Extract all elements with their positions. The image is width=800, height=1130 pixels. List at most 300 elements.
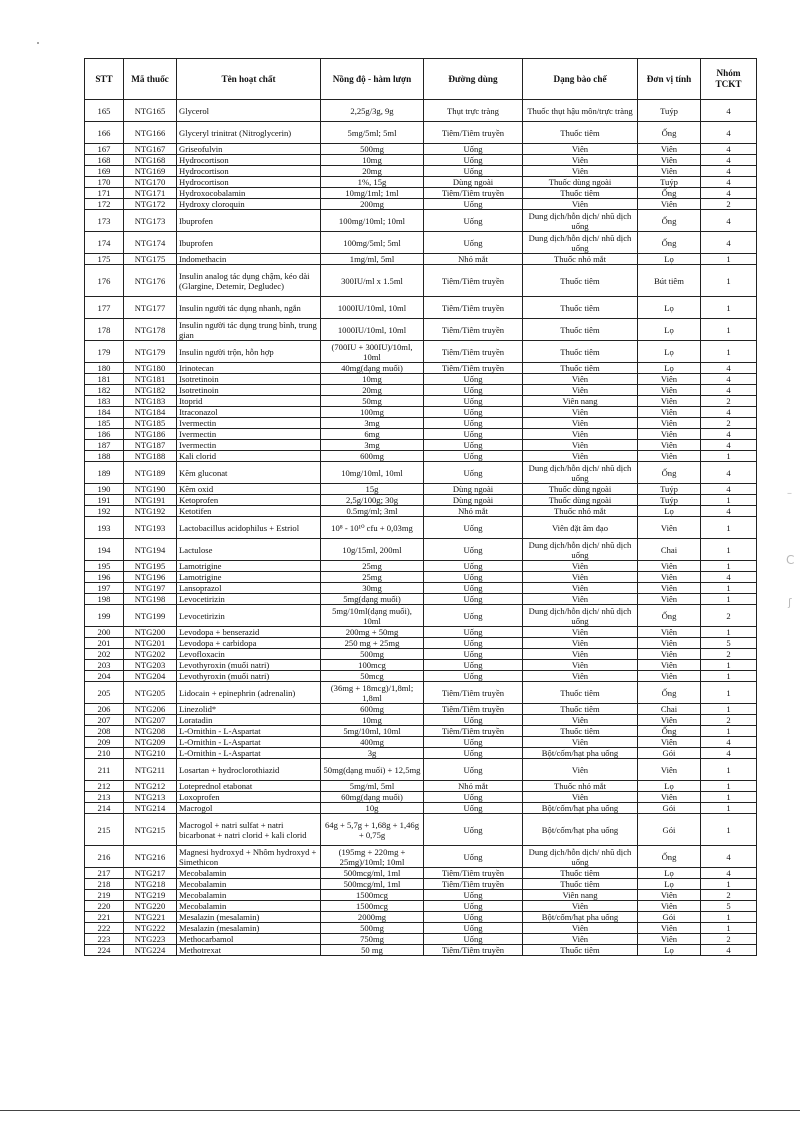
cell-duong-dung: Tiêm/Tiêm truyền <box>424 122 523 144</box>
cell-nhom-tckt: 1 <box>701 319 757 341</box>
cell-ten-hoat-chat: Methotrexat <box>177 945 321 956</box>
cell-ma-thuoc: NTG182 <box>124 385 177 396</box>
cell-ma-thuoc: NTG191 <box>124 495 177 506</box>
cell-duong-dung: Tiêm/Tiêm truyền <box>424 265 523 297</box>
cell-stt: 224 <box>85 945 124 956</box>
cell-duong-dung: Uống <box>424 166 523 177</box>
cell-don-vi-tinh: Viên <box>638 737 701 748</box>
cell-duong-dung: Uống <box>424 210 523 232</box>
cell-ma-thuoc: NTG208 <box>124 726 177 737</box>
cell-stt: 216 <box>85 846 124 868</box>
cell-stt: 166 <box>85 122 124 144</box>
cell-ten-hoat-chat: Hydroxocobalamin <box>177 188 321 199</box>
cell-don-vi-tinh: Lọ <box>638 868 701 879</box>
cell-duong-dung: Uống <box>424 199 523 210</box>
cell-dang-bao-che: Viên <box>523 572 638 583</box>
cell-ma-thuoc: NTG165 <box>124 100 177 122</box>
cell-nong-do: 500mcg/ml, 1ml <box>321 868 424 879</box>
cell-duong-dung: Uống <box>424 912 523 923</box>
cell-nhom-tckt: 4 <box>701 210 757 232</box>
cell-don-vi-tinh: Chai <box>638 539 701 561</box>
cell-nhom-tckt: 4 <box>701 748 757 759</box>
cell-nong-do: 2000mg <box>321 912 424 923</box>
cell-nong-do: 200mg + 50mg <box>321 627 424 638</box>
cell-nong-do: 600mg <box>321 451 424 462</box>
cell-duong-dung: Tiêm/Tiêm truyền <box>424 319 523 341</box>
cell-stt: 201 <box>85 638 124 649</box>
cell-nong-do: 200mg <box>321 199 424 210</box>
cell-nong-do: (36mg + 18mcg)/1,8ml; 1,8ml <box>321 682 424 704</box>
cell-nhom-tckt: 2 <box>701 396 757 407</box>
table-row <box>85 627 757 638</box>
cell-stt: 179 <box>85 341 124 363</box>
cell-dang-bao-che: Thuốc tiêm <box>523 341 638 363</box>
cell-ten-hoat-chat: Lamotrigine <box>177 561 321 572</box>
cell-ma-thuoc: NTG211 <box>124 759 177 781</box>
cell-don-vi-tinh: Viên <box>638 901 701 912</box>
cell-dang-bao-che: Viên <box>523 144 638 155</box>
cell-duong-dung: Uống <box>424 462 523 484</box>
cell-stt: 181 <box>85 374 124 385</box>
cell-dang-bao-che: Bột/cốm/hạt pha uống <box>523 814 638 846</box>
cell-nong-do: 500mcg/ml, 1ml <box>321 879 424 890</box>
cell-duong-dung: Thụt trực tràng <box>424 100 523 122</box>
cell-don-vi-tinh: Lọ <box>638 781 701 792</box>
cell-ten-hoat-chat: Ibuprofen <box>177 210 321 232</box>
cell-don-vi-tinh: Bút tiêm <box>638 265 701 297</box>
cell-nong-do: 6mg <box>321 429 424 440</box>
cell-ma-thuoc: NTG170 <box>124 177 177 188</box>
cell-ten-hoat-chat: Irinotecan <box>177 363 321 374</box>
cell-ma-thuoc: NTG186 <box>124 429 177 440</box>
cell-dang-bao-che: Viên <box>523 660 638 671</box>
cell-duong-dung: Uống <box>424 792 523 803</box>
table-row <box>85 440 757 451</box>
table-row <box>85 199 757 210</box>
cell-nhom-tckt: 4 <box>701 122 757 144</box>
cell-nong-do: 5mg/10ml, 10ml <box>321 726 424 737</box>
cell-duong-dung: Dùng ngoài <box>424 177 523 188</box>
cell-don-vi-tinh: Lọ <box>638 254 701 265</box>
cell-don-vi-tinh: Viên <box>638 429 701 440</box>
cell-nhom-tckt: 4 <box>701 374 757 385</box>
table-row <box>85 484 757 495</box>
cell-don-vi-tinh: Ống <box>638 682 701 704</box>
cell-ten-hoat-chat: Mecobalamin <box>177 890 321 901</box>
cell-dang-bao-che: Viên <box>523 418 638 429</box>
cell-stt: 205 <box>85 682 124 704</box>
cell-don-vi-tinh: Lọ <box>638 506 701 517</box>
table-row <box>85 210 757 232</box>
cell-nhom-tckt: 4 <box>701 188 757 199</box>
cell-nong-do: 10mg <box>321 374 424 385</box>
cell-dang-bao-che: Thuốc tiêm <box>523 868 638 879</box>
cell-dang-bao-che: Thuốc tiêm <box>523 879 638 890</box>
table-row <box>85 517 757 539</box>
cell-ten-hoat-chat: L-Ornithin - L-Aspartat <box>177 748 321 759</box>
cell-duong-dung: Uống <box>424 440 523 451</box>
cell-nong-do: 750mg <box>321 934 424 945</box>
table-row <box>85 254 757 265</box>
cell-stt: 212 <box>85 781 124 792</box>
cell-duong-dung: Uống <box>424 671 523 682</box>
cell-ma-thuoc: NTG166 <box>124 122 177 144</box>
table-row <box>85 682 757 704</box>
cell-stt: 183 <box>85 396 124 407</box>
cell-dang-bao-che: Viên <box>523 166 638 177</box>
col-nhom-tckt: Nhóm TCKT <box>701 59 757 100</box>
table-row <box>85 638 757 649</box>
margin-mark: – <box>787 488 792 499</box>
cell-ma-thuoc: NTG213 <box>124 792 177 803</box>
cell-duong-dung: Uống <box>424 385 523 396</box>
cell-ma-thuoc: NTG183 <box>124 396 177 407</box>
header-row <box>85 59 757 100</box>
cell-nhom-tckt: 1 <box>701 297 757 319</box>
cell-ten-hoat-chat: Hydrocortison <box>177 166 321 177</box>
cell-duong-dung: Uống <box>424 517 523 539</box>
table-row <box>85 846 757 868</box>
cell-stt: 198 <box>85 594 124 605</box>
cell-nhom-tckt: 1 <box>701 627 757 638</box>
cell-dang-bao-che: Viên <box>523 199 638 210</box>
cell-nong-do: 3mg <box>321 440 424 451</box>
cell-stt: 177 <box>85 297 124 319</box>
cell-duong-dung: Tiêm/Tiêm truyền <box>424 726 523 737</box>
cell-nong-do: (700IU + 300IU)/10ml, 10ml <box>321 341 424 363</box>
table-row <box>85 572 757 583</box>
cell-don-vi-tinh: Viên <box>638 594 701 605</box>
cell-nhom-tckt: 1 <box>701 265 757 297</box>
cell-don-vi-tinh: Viên <box>638 715 701 726</box>
cell-dang-bao-che: Thuốc dùng ngoài <box>523 177 638 188</box>
cell-ten-hoat-chat: Itoprid <box>177 396 321 407</box>
cell-nhom-tckt: 2 <box>701 199 757 210</box>
cell-ma-thuoc: NTG168 <box>124 155 177 166</box>
table-row <box>85 561 757 572</box>
table-row <box>85 232 757 254</box>
cell-stt: 211 <box>85 759 124 781</box>
cell-ten-hoat-chat: Losartan + hydroclorothiazid <box>177 759 321 781</box>
cell-ma-thuoc: NTG206 <box>124 704 177 715</box>
table-row <box>85 363 757 374</box>
cell-duong-dung: Tiêm/Tiêm truyền <box>424 868 523 879</box>
cell-stt: 182 <box>85 385 124 396</box>
table-row <box>85 660 757 671</box>
cell-nhom-tckt: 1 <box>701 803 757 814</box>
cell-dang-bao-che: Viên <box>523 671 638 682</box>
table-row <box>85 429 757 440</box>
table-row <box>85 748 757 759</box>
cell-stt: 200 <box>85 627 124 638</box>
table-row <box>85 144 757 155</box>
table-row <box>85 539 757 561</box>
cell-ma-thuoc: NTG218 <box>124 879 177 890</box>
cell-ten-hoat-chat: Lansoprazol <box>177 583 321 594</box>
cell-dang-bao-che: Thuốc tiêm <box>523 319 638 341</box>
cell-stt: 208 <box>85 726 124 737</box>
cell-duong-dung: Uống <box>424 407 523 418</box>
cell-dang-bao-che: Viên <box>523 594 638 605</box>
cell-duong-dung: Uống <box>424 627 523 638</box>
cell-don-vi-tinh: Gói <box>638 803 701 814</box>
cell-ten-hoat-chat: Insulin analog tác dụng chậm, kéo dài (Glargine, Detemir, Degludec) <box>177 265 321 297</box>
cell-stt: 209 <box>85 737 124 748</box>
cell-duong-dung: Uống <box>424 451 523 462</box>
cell-stt: 167 <box>85 144 124 155</box>
cell-don-vi-tinh: Lọ <box>638 319 701 341</box>
drug-table <box>84 58 757 956</box>
cell-duong-dung: Uống <box>424 429 523 440</box>
cell-stt: 213 <box>85 792 124 803</box>
cell-nong-do: 5mg/10ml(dạng muối), 10ml <box>321 605 424 627</box>
cell-don-vi-tinh: Gói <box>638 912 701 923</box>
cell-don-vi-tinh: Viên <box>638 418 701 429</box>
cell-dang-bao-che: Thuốc tiêm <box>523 726 638 737</box>
cell-ten-hoat-chat: L-Ornithin - L-Aspartat <box>177 726 321 737</box>
cell-dang-bao-che: Bột/cốm/hạt pha uống <box>523 912 638 923</box>
cell-don-vi-tinh: Ống <box>638 605 701 627</box>
cell-stt: 206 <box>85 704 124 715</box>
cell-stt: 186 <box>85 429 124 440</box>
cell-nhom-tckt: 1 <box>701 341 757 363</box>
cell-stt: 190 <box>85 484 124 495</box>
table-body <box>85 100 757 956</box>
table-row <box>85 451 757 462</box>
cell-duong-dung: Dùng ngoài <box>424 495 523 506</box>
table-row <box>85 407 757 418</box>
cell-ma-thuoc: NTG174 <box>124 232 177 254</box>
cell-ma-thuoc: NTG209 <box>124 737 177 748</box>
table-row <box>85 100 757 122</box>
table-row <box>85 912 757 923</box>
margin-mark: ʃ <box>788 596 792 609</box>
cell-ma-thuoc: NTG190 <box>124 484 177 495</box>
cell-stt: 173 <box>85 210 124 232</box>
cell-don-vi-tinh: Ống <box>638 462 701 484</box>
table-row <box>85 462 757 484</box>
cell-ma-thuoc: NTG178 <box>124 319 177 341</box>
cell-don-vi-tinh: Lọ <box>638 945 701 956</box>
cell-don-vi-tinh: Viên <box>638 396 701 407</box>
cell-ma-thuoc: NTG188 <box>124 451 177 462</box>
cell-nong-do: 25mg <box>321 572 424 583</box>
cell-dang-bao-che: Viên nang <box>523 890 638 901</box>
cell-nong-do: 20mg <box>321 385 424 396</box>
cell-dang-bao-che: Viên <box>523 638 638 649</box>
cell-stt: 217 <box>85 868 124 879</box>
cell-nong-do: (195mg + 220mg + 25mg)/10ml; 10ml <box>321 846 424 868</box>
cell-nhom-tckt: 4 <box>701 177 757 188</box>
cell-dang-bao-che: Thuốc tiêm <box>523 297 638 319</box>
cell-stt: 174 <box>85 232 124 254</box>
cell-nong-do: 40mg(dạng muối) <box>321 363 424 374</box>
cell-stt: 204 <box>85 671 124 682</box>
cell-nong-do: 25mg <box>321 561 424 572</box>
cell-stt: 165 <box>85 100 124 122</box>
cell-duong-dung: Uống <box>424 715 523 726</box>
cell-dang-bao-che: Viên <box>523 385 638 396</box>
cell-ma-thuoc: NTG187 <box>124 440 177 451</box>
table-row <box>85 890 757 901</box>
cell-don-vi-tinh: Viên <box>638 638 701 649</box>
cell-stt: 172 <box>85 199 124 210</box>
cell-don-vi-tinh: Gói <box>638 814 701 846</box>
cell-ma-thuoc: NTG198 <box>124 594 177 605</box>
cell-ma-thuoc: NTG171 <box>124 188 177 199</box>
cell-don-vi-tinh: Viên <box>638 561 701 572</box>
col-dang-bao-che: Dạng bào chế <box>523 59 638 100</box>
cell-don-vi-tinh: Tuýp <box>638 100 701 122</box>
cell-nong-do: 5mg(dạng muối) <box>321 594 424 605</box>
cell-ten-hoat-chat: Kẽm gluconat <box>177 462 321 484</box>
cell-ten-hoat-chat: Macrogol <box>177 803 321 814</box>
cell-ten-hoat-chat: Methocarbamol <box>177 934 321 945</box>
cell-stt: 171 <box>85 188 124 199</box>
cell-ma-thuoc: NTG175 <box>124 254 177 265</box>
cell-ma-thuoc: NTG224 <box>124 945 177 956</box>
cell-nhom-tckt: 4 <box>701 385 757 396</box>
cell-don-vi-tinh: Viên <box>638 155 701 166</box>
cell-nhom-tckt: 4 <box>701 155 757 166</box>
cell-ma-thuoc: NTG195 <box>124 561 177 572</box>
cell-ten-hoat-chat: Isotretinoin <box>177 374 321 385</box>
cell-nhom-tckt: 1 <box>701 792 757 803</box>
cell-don-vi-tinh: Viên <box>638 199 701 210</box>
cell-nong-do: 1mg/ml, 5ml <box>321 254 424 265</box>
cell-ma-thuoc: NTG176 <box>124 265 177 297</box>
cell-ten-hoat-chat: Loratadin <box>177 715 321 726</box>
table-row <box>85 803 757 814</box>
cell-ten-hoat-chat: Insulin người trộn, hỗn hợp <box>177 341 321 363</box>
cell-nong-do: 50 mg <box>321 945 424 956</box>
cell-ma-thuoc: NTG180 <box>124 363 177 374</box>
cell-don-vi-tinh: Lọ <box>638 363 701 374</box>
cell-ma-thuoc: NTG212 <box>124 781 177 792</box>
cell-ma-thuoc: NTG222 <box>124 923 177 934</box>
cell-don-vi-tinh: Lọ <box>638 297 701 319</box>
cell-stt: 180 <box>85 363 124 374</box>
cell-ma-thuoc: NTG193 <box>124 517 177 539</box>
cell-nong-do: 3mg <box>321 418 424 429</box>
cell-dang-bao-che: Thuốc nhỏ mắt <box>523 506 638 517</box>
cell-nong-do: 30mg <box>321 583 424 594</box>
cell-duong-dung: Uống <box>424 638 523 649</box>
cell-ten-hoat-chat: Glycerol <box>177 100 321 122</box>
cell-nhom-tckt: 4 <box>701 407 757 418</box>
cell-duong-dung: Uống <box>424 539 523 561</box>
cell-nhom-tckt: 1 <box>701 704 757 715</box>
cell-duong-dung: Uống <box>424 155 523 166</box>
col-nong-do: Nồng độ - hàm lượn <box>321 59 424 100</box>
cell-nhom-tckt: 4 <box>701 232 757 254</box>
cell-duong-dung: Uống <box>424 605 523 627</box>
cell-dang-bao-che: Viên <box>523 923 638 934</box>
cell-dang-bao-che: Thuốc nhỏ mắt <box>523 254 638 265</box>
cell-don-vi-tinh: Viên <box>638 792 701 803</box>
cell-dang-bao-che: Viên <box>523 759 638 781</box>
cell-duong-dung: Uống <box>424 759 523 781</box>
cell-duong-dung: Uống <box>424 572 523 583</box>
cell-ma-thuoc: NTG184 <box>124 407 177 418</box>
cell-dang-bao-che: Viên đặt âm đạo <box>523 517 638 539</box>
cell-ten-hoat-chat: L-Ornithin - L-Aspartat <box>177 737 321 748</box>
cell-nong-do: 1500mcg <box>321 901 424 912</box>
cell-duong-dung: Uống <box>424 923 523 934</box>
cell-duong-dung: Uống <box>424 901 523 912</box>
cell-nong-do: 2,5g/100g; 30g <box>321 495 424 506</box>
table-row <box>85 759 757 781</box>
cell-nong-do: 0.5mg/ml; 3ml <box>321 506 424 517</box>
cell-don-vi-tinh: Viên <box>638 671 701 682</box>
cell-dang-bao-che: Thuốc dùng ngoài <box>523 495 638 506</box>
cell-ten-hoat-chat: Indomethacin <box>177 254 321 265</box>
cell-stt: 215 <box>85 814 124 846</box>
cell-dang-bao-che: Viên <box>523 934 638 945</box>
cell-nhom-tckt: 4 <box>701 363 757 374</box>
cell-duong-dung: Tiêm/Tiêm truyền <box>424 945 523 956</box>
cell-ten-hoat-chat: Lactulose <box>177 539 321 561</box>
table-row <box>85 188 757 199</box>
cell-nhom-tckt: 4 <box>701 166 757 177</box>
cell-stt: 185 <box>85 418 124 429</box>
cell-ten-hoat-chat: Glyceryl trinitrat (Nitroglycerin) <box>177 122 321 144</box>
cell-ma-thuoc: NTG200 <box>124 627 177 638</box>
cell-nong-do: 300IU/ml x 1.5ml <box>321 265 424 297</box>
cell-dang-bao-che: Thuốc tiêm <box>523 704 638 715</box>
cell-dang-bao-che: Viên <box>523 649 638 660</box>
cell-nong-do: 10mg/1ml; 1ml <box>321 188 424 199</box>
cell-stt: 169 <box>85 166 124 177</box>
cell-dang-bao-che: Thuốc nhỏ mắt <box>523 781 638 792</box>
cell-ten-hoat-chat: Lamotrigine <box>177 572 321 583</box>
col-don-vi-tinh: Đơn vị tính <box>638 59 701 100</box>
cell-nhom-tckt: 1 <box>701 583 757 594</box>
cell-duong-dung: Uống <box>424 649 523 660</box>
cell-ten-hoat-chat: Macrogol + natri sulfat + natri bicarbonat + natri clorid + kali clorid <box>177 814 321 846</box>
cell-don-vi-tinh: Viên <box>638 583 701 594</box>
cell-nong-do: 500mg <box>321 649 424 660</box>
cell-stt: 191 <box>85 495 124 506</box>
cell-don-vi-tinh: Ống <box>638 726 701 737</box>
cell-nong-do: 600mg <box>321 704 424 715</box>
col-ten-hoat-chat: Tên hoạt chất <box>177 59 321 100</box>
cell-nhom-tckt: 2 <box>701 418 757 429</box>
cell-stt: 175 <box>85 254 124 265</box>
cell-dang-bao-che: Dung dịch/hỗn dịch/ nhũ dịch uống <box>523 462 638 484</box>
cell-ma-thuoc: NTG169 <box>124 166 177 177</box>
cell-nong-do: 50mcg <box>321 671 424 682</box>
cell-don-vi-tinh: Viên <box>638 890 701 901</box>
scan-speck <box>37 42 39 44</box>
cell-dang-bao-che: Thuốc tiêm <box>523 945 638 956</box>
cell-nong-do: 10mg <box>321 715 424 726</box>
cell-nhom-tckt: 4 <box>701 440 757 451</box>
cell-don-vi-tinh: Ống <box>638 846 701 868</box>
cell-nong-do: 1000IU/10ml, 10ml <box>321 319 424 341</box>
table-row <box>85 374 757 385</box>
table-row <box>85 923 757 934</box>
cell-ten-hoat-chat: Levocetirizin <box>177 594 321 605</box>
cell-nhom-tckt: 2 <box>701 649 757 660</box>
cell-ten-hoat-chat: Ivermectin <box>177 440 321 451</box>
cell-nong-do: 100mg/10ml; 10ml <box>321 210 424 232</box>
cell-nhom-tckt: 4 <box>701 100 757 122</box>
cell-duong-dung: Uống <box>424 737 523 748</box>
cell-stt: 178 <box>85 319 124 341</box>
cell-don-vi-tinh: Lọ <box>638 341 701 363</box>
table-row <box>85 177 757 188</box>
